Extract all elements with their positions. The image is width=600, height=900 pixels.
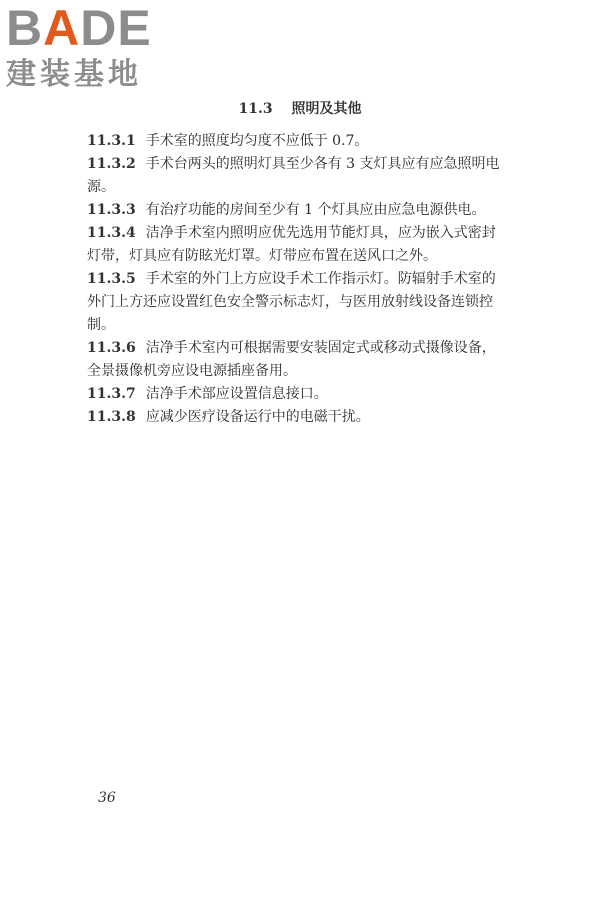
section-heading [0,98,600,118]
clause-text: 手术室的外门上方应设手术工作指示灯。防辐射手术室的外门上方还应设置红色安全警示标志灯，与医用放射线设备连锁控制。 [87,271,496,333]
watermark-brand-cjk: 建装基地 [6,57,142,92]
clause-item [87,383,507,406]
clause-text: 有治疗功能的房间至少有 1 个灯具应由应急电源供电。 [145,202,486,218]
clause-list [87,130,507,429]
clause-text: 洁净手术室内可根据需要安装固定式或移动式摄像设备，全景摄像机旁应设电源插座备用。 [87,340,496,379]
watermark-brand-text: BADE [6,0,152,56]
clause-text: 手术室的照度均匀度不应低于 0.7。 [145,133,369,149]
clause-item [87,199,507,222]
section-title-text: 照明及其他 [291,101,362,117]
watermark-logo [6,2,186,92]
clause-item [87,222,507,268]
clause-number: 11.3.4 [87,225,136,241]
clause-item [87,268,507,337]
clause-item [87,130,507,153]
clause-number: 11.3.5 [87,271,136,287]
clause-number: 11.3.6 [87,340,136,356]
page-number: 36 [98,790,116,806]
clause-number: 11.3.7 [87,386,136,402]
clause-number: 11.3.3 [87,202,136,218]
clause-text: 手术台两头的照明灯具至少各有 3 支灯具应有应急照明电源。 [87,156,500,195]
clause-item [87,153,507,199]
clause-item [87,337,507,383]
clause-text: 洁净手术室内照明应优先选用节能灯具，应为嵌入式密封灯带，灯具应有防眩光灯罩。灯带应布置在送风口之外。 [87,225,496,264]
clause-number: 11.3.1 [87,133,136,149]
clause-text: 洁净手术部应设置信息接口。 [145,386,328,402]
clause-number: 11.3.2 [87,156,136,172]
clause-number: 11.3.8 [87,409,136,425]
clause-item [87,406,507,429]
clause-text: 应减少医疗设备运行中的电磁干扰。 [145,409,370,425]
section-number: 11.3 [238,101,273,117]
